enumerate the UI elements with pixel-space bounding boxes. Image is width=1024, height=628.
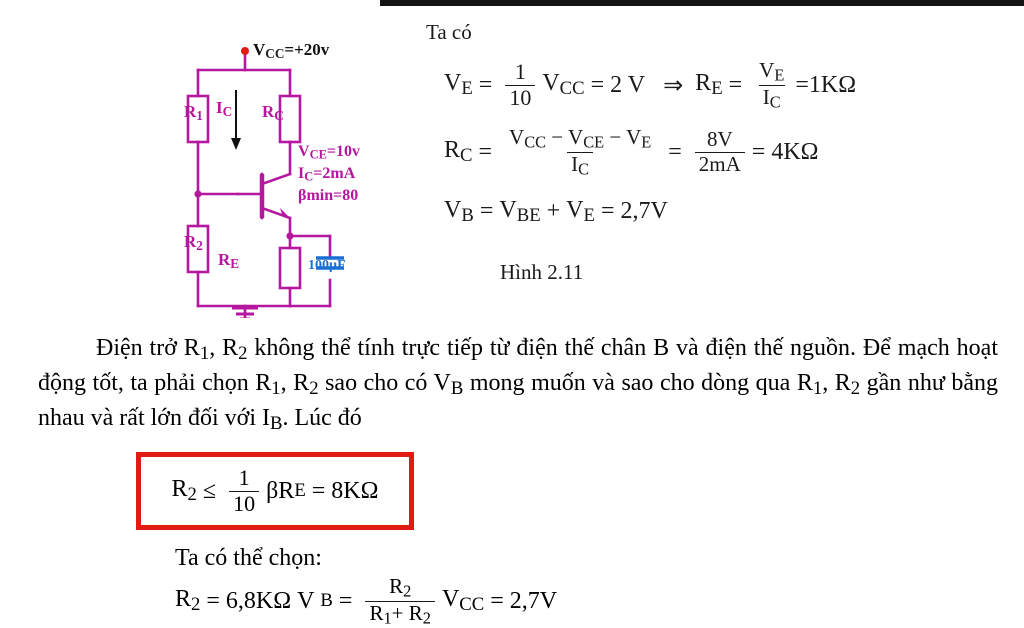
fraction-ve-over-ic: $\frac{V_E}{I_C}$ xyxy=(759,58,785,112)
equation-vb: $V_B$ = $V_{BE}$ + $V_E$ = 2,7V xyxy=(444,196,668,226)
last-equation-line: $R_2$ = 6,8KΩ V B = $\frac{R_2}{R_1+ R_2}$ $V_{CC}$ = 2,7V xyxy=(175,574,558,628)
equation-rc: $R_C$ = $\frac{V_{CC} - V_{CE} - V_E}{I_C}$ = $\frac{8V}{2mA}$ = 4KΩ xyxy=(444,124,819,179)
equation-ve: $V_E$ = $\frac{1}{10}$ $V_{CC}$ = 2 V ⇒ $R_E$ = $\frac{V_E}{I_C}$ =1KΩ xyxy=(444,58,857,112)
label-beta-min: βmin=80 xyxy=(298,187,359,204)
label-rc: $R_C$ xyxy=(262,102,284,123)
label-ic-value: $I_C=2mA$ xyxy=(298,165,356,184)
label-vcc-val: =+20v xyxy=(284,40,330,59)
math-block xyxy=(420,20,1000,284)
label-ic-arrow: $I_C$ xyxy=(216,98,233,119)
label-re: $R_E$ xyxy=(218,250,240,271)
highlighted-formula-box xyxy=(136,452,414,530)
figure-caption: Hình 2.11 xyxy=(500,260,584,284)
label-r1: $R_1$ xyxy=(184,102,203,123)
circuit-diagram xyxy=(150,18,450,318)
fraction-rc-expression: $\frac{V_{CC} - V_{CE} - V_E}{I_C}$ xyxy=(509,124,652,179)
fraction-one-tenth-boxed: $\frac{1}{10}$ xyxy=(229,466,259,516)
label-vcc xyxy=(253,40,329,62)
label-r2: $R_2$ xyxy=(184,232,203,253)
ta-co-the-chon: Ta có thể chọn: xyxy=(175,545,322,571)
boxed-formula: $R_2$ ≤ $\frac{1}{10}$ β R E = 8KΩ xyxy=(171,464,379,516)
label-capacitor: 100µF xyxy=(308,258,346,273)
fraction-r2-over-r1-plus-r2: $\frac{R_2}{R_1+ R_2}$ xyxy=(365,575,435,628)
top-black-strip xyxy=(380,0,1024,6)
paragraph-line-1: Điện trở $R_1$, $R_2$ không thể tính trực tiếp từ điện thế chân B và điện thế nguồn. Để mạch hoạt động tốt, ta phải chọn $R_1$, $R_2$ sao cho có $V_B$ mong muốn và sao cho dòng qua $R_1$, $R_2$ gần như bằng nhau và rất lớn đối với $I_B$. Lúc đó xyxy=(38,335,999,434)
fraction-one-tenth: $\frac{1}{10}$ xyxy=(505,60,535,110)
label-vce: $V_{CE}=10v$ xyxy=(298,143,361,162)
label-vcc-v: V xyxy=(253,40,266,59)
fraction-8v-over-2ma: $\frac{8V}{2mA}$ xyxy=(695,128,745,176)
label-vcc-sub: CC xyxy=(265,45,285,61)
math-intro: Ta có xyxy=(426,20,472,44)
body-paragraph xyxy=(38,332,998,437)
